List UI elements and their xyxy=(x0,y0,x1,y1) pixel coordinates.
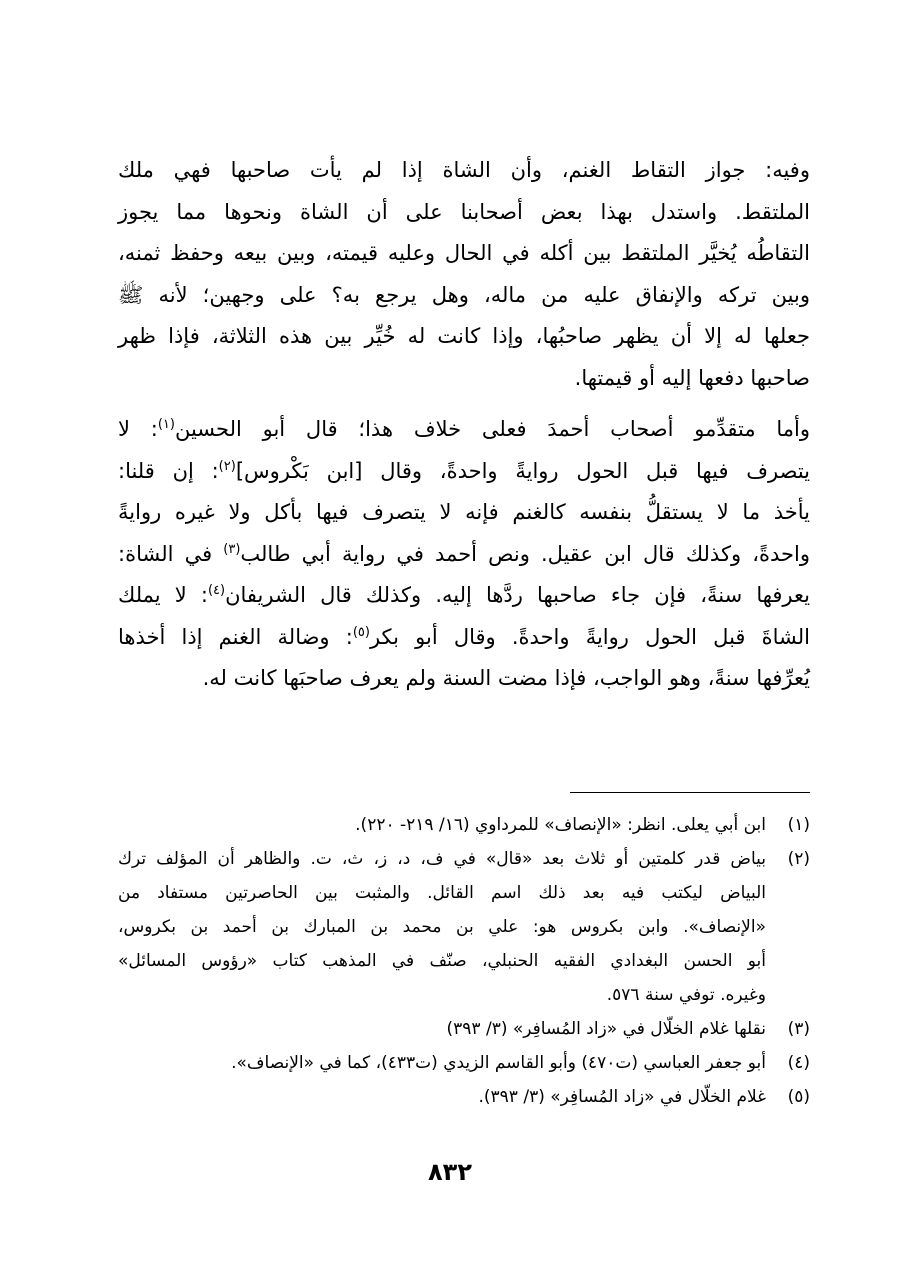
text-line: وفيه: جواز التقاط الغنم، وأن الشاة إذا لم يأت صاحبها فهي ملك xyxy=(118,158,810,182)
text-segment: يعرفها سنةً، فإن جاء صاحبها ردَّها إليه. وكذلك قال الشريفان xyxy=(225,583,810,607)
footnote-line: ابن أبي يعلى. انظر: «الإنصاف» للمرداوي (١٦/ ٢١٩- ٢٢٠). xyxy=(355,815,766,835)
paragraph-1 xyxy=(118,150,810,399)
footnote-4 xyxy=(118,1046,810,1080)
footnote-text xyxy=(118,842,766,1012)
text-segment: : لا xyxy=(118,417,158,441)
text-line: يُعرِّفها سنةً، وهو الواجب، فإذا مضت السنة ولم يعرف صاحبَها كانت له. xyxy=(202,666,810,690)
footnote-text xyxy=(118,808,766,842)
paragraph-2 xyxy=(118,409,810,700)
text-segment: الشاةَ قبل الحول روايةً واحدةً. وقال أبو بكر xyxy=(369,624,810,649)
footnote-5 xyxy=(118,1080,810,1114)
text-line xyxy=(118,575,810,617)
footnote-2 xyxy=(118,842,810,1012)
text-line: صاحبها دفعها إليه أو قيمتها. xyxy=(574,365,810,390)
footnote-line: نقلها غلام الخلّال في «زاد المُسافِر» (٣/ ٣٩٣) xyxy=(446,1019,766,1039)
footnote-text xyxy=(118,1080,766,1114)
text-line: وبين تركه والإنفاق عليه من ماله، وهل يرجع به؟ على وجهين؛ لأنه ﷺ xyxy=(118,282,810,307)
footnotes xyxy=(118,808,810,1114)
footnote-line: «الإنصاف». وابن بكروس هو: علي بن محمد بن المبارك بن أحمد بن بكروس، xyxy=(118,917,766,937)
footnote-line: وغيره. توفي سنة ٥٧٦. xyxy=(606,985,766,1005)
footnote-3 xyxy=(118,1012,810,1046)
footnote-text xyxy=(118,1046,766,1080)
footnote-line: أبو الحسن البغدادي الفقيه الحنبلي، صنّف في المذهب كتاب «رؤوس المسائل» xyxy=(118,951,766,971)
footnote-separator xyxy=(570,792,810,793)
text-line: الملتقط. واستدل بهذا بعض أصحابنا على أن الشاة ونحوها مما يجوز xyxy=(118,199,810,224)
text-line xyxy=(118,409,810,451)
text-line xyxy=(118,534,810,576)
footnote-line: البياض ليكتب فيه بعد ذلك اسم القائل. والمثبت بين الحاصرتين مستفاد من xyxy=(118,883,766,903)
text-segment: في الشاة: xyxy=(118,541,224,566)
text-line xyxy=(118,617,810,659)
footnote-ref-4: (٤) xyxy=(207,583,226,598)
text-line: جعلها له إلا أن يظهر صاحبُها، وإذا كانت له خُيِّر بين هذه الثلاثة، فإذا ظهر xyxy=(118,324,810,348)
footnote-number: (٢) xyxy=(787,849,810,869)
text-line: التقاطُه يُخيَّر الملتقط بين أكله في الحال وعليه قيمته، وبين بيعه وحفظ ثمنه، xyxy=(118,241,810,265)
footnote-line: أبو جعفر العباسي (ت٤٧٠) وأبو القاسم الزيدي (ت٤٣٣)، كما في «الإنصاف». xyxy=(231,1053,766,1073)
footnote-ref-5: (٥) xyxy=(352,624,370,640)
text-line: يأخذ ما لا يستقلُّ بنفسه كالغنم فإنه لا يتصرف فيها بأكل ولا غيره روايةً xyxy=(118,500,810,524)
footnote-ref-2: (٢) xyxy=(218,458,236,474)
footnote-number: (١) xyxy=(787,815,810,835)
text-segment: وأما متقدِّمو أصحاب أحمدَ فعلى خلاف هذا؛ قال أبو الحسين xyxy=(174,417,810,441)
text-segment: : إن قلنا: xyxy=(118,458,219,483)
footnote-1 xyxy=(118,808,810,842)
text-segment: يتصرف فيها قبل الحول روايةً واحدةً، وقال [ابن بَكْروس] xyxy=(235,458,811,483)
footnote-ref-3: (٣) xyxy=(223,541,241,557)
footnote-text xyxy=(118,1012,766,1046)
text-segment: واحدةً، وكذلك قال ابن عقيل. ونص أحمد في رواية أبي طالب xyxy=(240,541,810,566)
footnote-ref-1: (١) xyxy=(157,417,175,432)
footnote-line: بياض قدر كلمتين أو ثلاث بعد «قال» في ف، د، ز، ث، ت. والظاهر أن المؤلف ترك xyxy=(118,849,766,869)
footnote-number: (٤) xyxy=(787,1053,810,1073)
footnote-number: (٥) xyxy=(787,1087,810,1107)
footnote-line: غلام الخلّال في «زاد المُسافِر» (٣/ ٣٩٣). xyxy=(478,1087,766,1107)
footnote-number: (٣) xyxy=(787,1019,810,1039)
text-line xyxy=(118,451,810,493)
main-text xyxy=(118,150,810,700)
text-segment: : لا يملك xyxy=(118,583,208,607)
text-segment: : وضالة الغنم إذا أخذها xyxy=(118,624,353,649)
page-number: ٨٣٢ xyxy=(428,1158,472,1186)
